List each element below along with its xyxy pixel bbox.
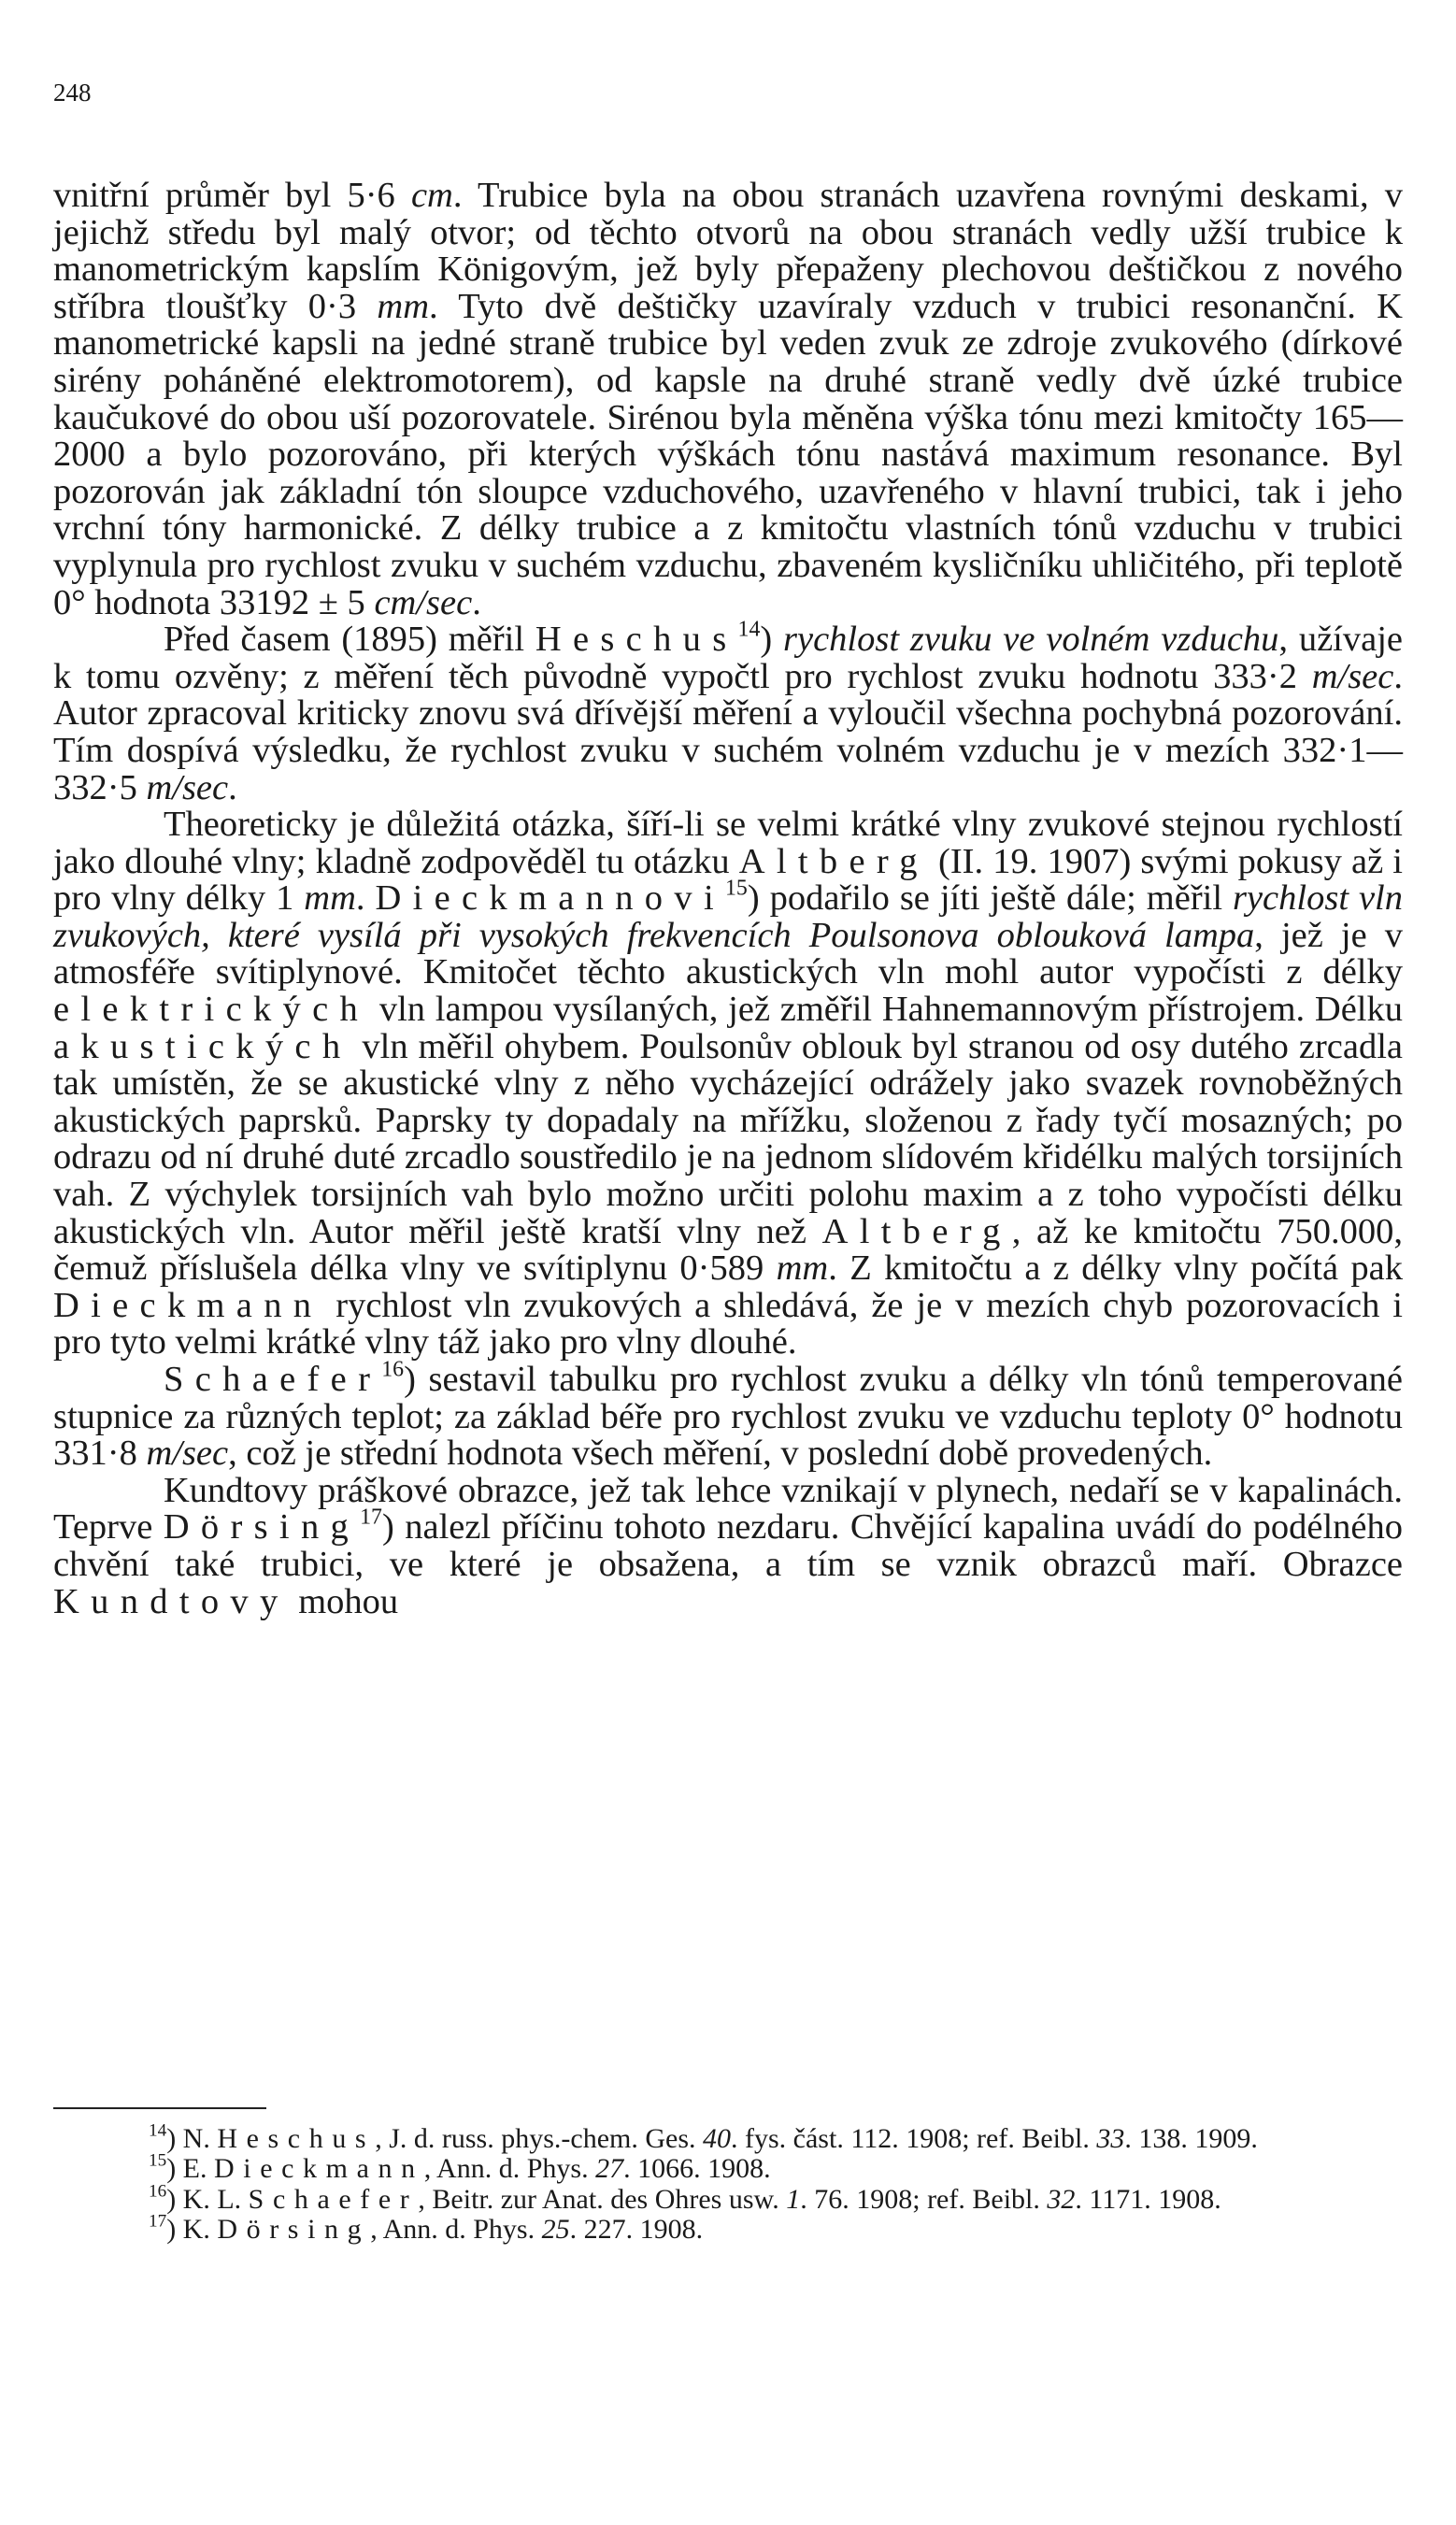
text-run: , Beitr. zur Anat. des Ohres usw. xyxy=(418,2183,787,2215)
author-name: Heschus xyxy=(535,620,738,660)
text-run: , užívaje k tomu ozvěny; z měření těch původně vypočtl pro rychlost zvuku hodnotu 333·2 xyxy=(53,620,1403,696)
footnote-14 xyxy=(53,2120,1403,2154)
unit-text: cm xyxy=(410,176,453,215)
text-run: . Z kmitočtu a z délky vlny počítá pak xyxy=(828,1248,1403,1289)
volume-number: 25 xyxy=(541,2214,570,2246)
footnote-divider xyxy=(53,2107,266,2109)
text-run: , Ann. d. Phys. xyxy=(423,2153,596,2185)
text-run: . 76. 1908; ref. Beibl. xyxy=(800,2183,1048,2215)
volume-number: 32 xyxy=(1047,2183,1076,2215)
text-run: . xyxy=(472,582,481,622)
body-text xyxy=(53,178,1403,1620)
text-run: . Autor zpracoval kriticky znovu svá dřívější měření a vyloučil všechna pochybná pozorování. Tím dospívá výsledku, že rychlost zvuku v suchém volném vzduchu je v mezích 332·1—332·5 xyxy=(53,656,1403,807)
text-run: vnitřní průměr byl 5·6 xyxy=(53,176,411,215)
unit-text: m/sec xyxy=(1311,656,1394,696)
spaced-term: akustických xyxy=(53,1026,352,1066)
emphasis-text: rychlost vln zvukových, které vysílá při vysokých frekvencích Poulsonova oblouková lampa xyxy=(53,878,1403,955)
text-run: . xyxy=(228,767,237,807)
paragraph-1 xyxy=(53,178,1403,621)
author-name: Kundtovy xyxy=(53,1581,290,1621)
text-run: . Trubice byla na obou stranách uzavřena rovnými deskami, v jejichž středu byl malý otvor; od těchto otvorů na obou stranách vedly užší trubice k manometrickým kapslím Königovým, jež byly přepaženy plechovou deštičkou z nového stříbra tloušťky 0·3 xyxy=(53,176,1403,326)
volume-number: 33 xyxy=(1096,2123,1125,2154)
text-run: ) E. xyxy=(166,2153,215,2185)
footnote-17 xyxy=(53,2211,1403,2246)
unit-text: mm xyxy=(377,286,430,326)
volume-number: 27 xyxy=(595,2153,624,2185)
unit-text: m/sec xyxy=(146,767,229,807)
author-name: Dörsing xyxy=(217,2214,371,2246)
footnote-ref: 16 xyxy=(381,1357,405,1382)
paragraph-3 xyxy=(53,806,1403,1362)
text-run: Theoreticky je důležitá otázka, šíří-li se velmi krátké vlny zvukové stejnou rychlostí jako dlouhé vlny; kladně zodpověděl tu otázku xyxy=(53,805,1403,881)
text-run: ) xyxy=(760,620,784,660)
author-name: Dieckmann xyxy=(53,1285,323,1325)
emphasis-text: rychlost zvuku ve volném vzduchu xyxy=(783,620,1279,660)
text-run: , J. d. russ. phys.-chem. Ges. xyxy=(375,2123,704,2154)
text-run: , jež je v atmosféře svítiplynové. Kmitočet těchto akustických vln mohl autor vypočísti z délky xyxy=(53,915,1403,992)
text-run: ) nalezl příčinu tohoto nezdaru. Chvějící kapalina uvádí do podélného chvění také trubici, ve které je obsažena, a tím se vznik obrazců maří. Obrazce xyxy=(53,1507,1403,1584)
text-run: . fys. část. 112. 1908; ref. Beibl. xyxy=(731,2123,1097,2154)
footnote-15 xyxy=(53,2150,1403,2185)
author-name: Heschus xyxy=(217,2123,376,2154)
footnotes xyxy=(53,2120,1403,2246)
footnote-ref: 15 xyxy=(724,876,748,901)
text-run: , Ann. d. Phys. xyxy=(370,2214,542,2246)
text-run: , až ke kmitočtu 750.000, čemuž příslušela délka vlny ve svítiplynu 0·589 xyxy=(53,1211,1403,1289)
unit-text: mm xyxy=(776,1248,829,1289)
author-name: Dieckmannovi xyxy=(375,878,725,919)
footnote-number: 15 xyxy=(149,2150,167,2171)
unit-text: cm/sec xyxy=(374,582,473,622)
volume-number: 40 xyxy=(703,2123,732,2154)
paragraph-5 xyxy=(53,1470,1403,1621)
text-run: . 1171. 1908. xyxy=(1075,2183,1221,2215)
text-run: . xyxy=(355,878,376,919)
text-run: (II. 19. 1907) svými pokusy až i pro vlny délky 1 xyxy=(53,841,1403,919)
text-run: ) N. xyxy=(166,2123,218,2154)
text-run: Před časem (1895) měřil xyxy=(164,620,535,660)
paragraph-2 xyxy=(53,617,1403,807)
author-name: Dörsing xyxy=(163,1507,361,1548)
author-name: Dieckmann xyxy=(214,2153,424,2185)
page-number: 248 xyxy=(53,78,92,107)
text-run: mohou xyxy=(289,1581,399,1621)
footnote-ref: 14 xyxy=(737,617,761,642)
unit-text: m/sec xyxy=(146,1434,229,1474)
text-run: , což je střední hodnota všech měření, v poslední době provedených. xyxy=(228,1434,1213,1474)
text-run: . 227. 1908. xyxy=(569,2214,704,2246)
author-name: Schaefer xyxy=(164,1360,382,1399)
author-name: Altberg xyxy=(821,1211,1012,1251)
text-run: ) K. xyxy=(166,2214,218,2246)
unit-text: mm xyxy=(304,878,356,919)
footnote-ref: 17 xyxy=(360,1505,382,1530)
text-run: . Tyto dvě deštičky uzavíraly vzduch v trubici resonanční. K manometrické kapsli na jedné straně trubice byl veden zvuk ze zdroje zvukového (dírkové sirény poháněné elektromotorem), od kapsle na druhé straně vedly dvě úzké trubice kaučukové do obou uší pozorovatele. Sirénou byla měněna výška tónu mezi kmitočty 165—2000 a bylo pozorováno, při kterých výškách tónu nastává maximum resonance. Byl pozorován jak základní tón sloupce vzduchového, uzavřeného v hlavní trubici, tak i jeho vrchní tóny harmonické. Z délky trubice a z kmitočtu vlastních tónů vzduchu v trubici vyplynula pro rychlost zvuku v suchém vzduchu, zbaveném kysličníku uhličitého, při teplotě 0° hodnota 33192 ± 5 xyxy=(53,286,1403,622)
text-run: rychlost vln zvukových a shledává, že je v mezích chyb pozorovacích i pro tyto velmi krátké vlny táž jako pro vlny dlouhé. xyxy=(53,1285,1403,1362)
text-run: vln lampou vysílaných, jež změřil Hahnemannovým přístrojem. Délku xyxy=(369,990,1403,1030)
footnote-number: 14 xyxy=(149,2120,167,2141)
text-run: ) K. L. xyxy=(166,2183,249,2215)
paragraph-4 xyxy=(53,1357,1403,1474)
spaced-term: elektrických xyxy=(53,990,370,1030)
text-run: ) sestavil tabulku pro rychlost zvuku a délky vln tónů temperované stupnice za různých teplot; za základ béře pro rychlost zvuku ve vzduchu teploty 0° hodnotu 331·8 xyxy=(53,1360,1403,1474)
author-name: Altberg xyxy=(738,841,929,881)
text-run: ) podařilo se jíti ještě dále; měřil xyxy=(747,878,1233,919)
footnote-number: 16 xyxy=(149,2181,167,2202)
text-run: Kundtovy práškové obrazce, jež tak lehce vznikají v plynech, nedaří se v kapalinách. Teprve xyxy=(53,1470,1403,1548)
text-run: vln měřil ohybem. Poulsonův oblouk byl stranou od osy dutého zrcadla tak umístěn, že se akustické vlny z něho vycházející odrážely jako svazek rovnoběžných akustických paprsků. Paprsky ty dopadaly na mřížku, složenou z řady tyčí mosazných; po odrazu od ní druhé duté zrcadlo soustředilo je na jednom slídovém křidélku malých torsijních vah. Z výchylek torsijních vah bylo možno určiti polohu maxim a z toho vypočísti délku akustických vln. Autor měřil ještě kratší vlny než xyxy=(53,1026,1403,1251)
volume-number: 1 xyxy=(786,2183,801,2215)
footnote-16 xyxy=(53,2181,1403,2215)
footnote-number: 17 xyxy=(149,2211,167,2232)
text-run: . 138. 1909. xyxy=(1124,2123,1258,2154)
text-run: . 1066. 1908. xyxy=(623,2153,771,2185)
author-name: Schaefer xyxy=(248,2183,419,2215)
